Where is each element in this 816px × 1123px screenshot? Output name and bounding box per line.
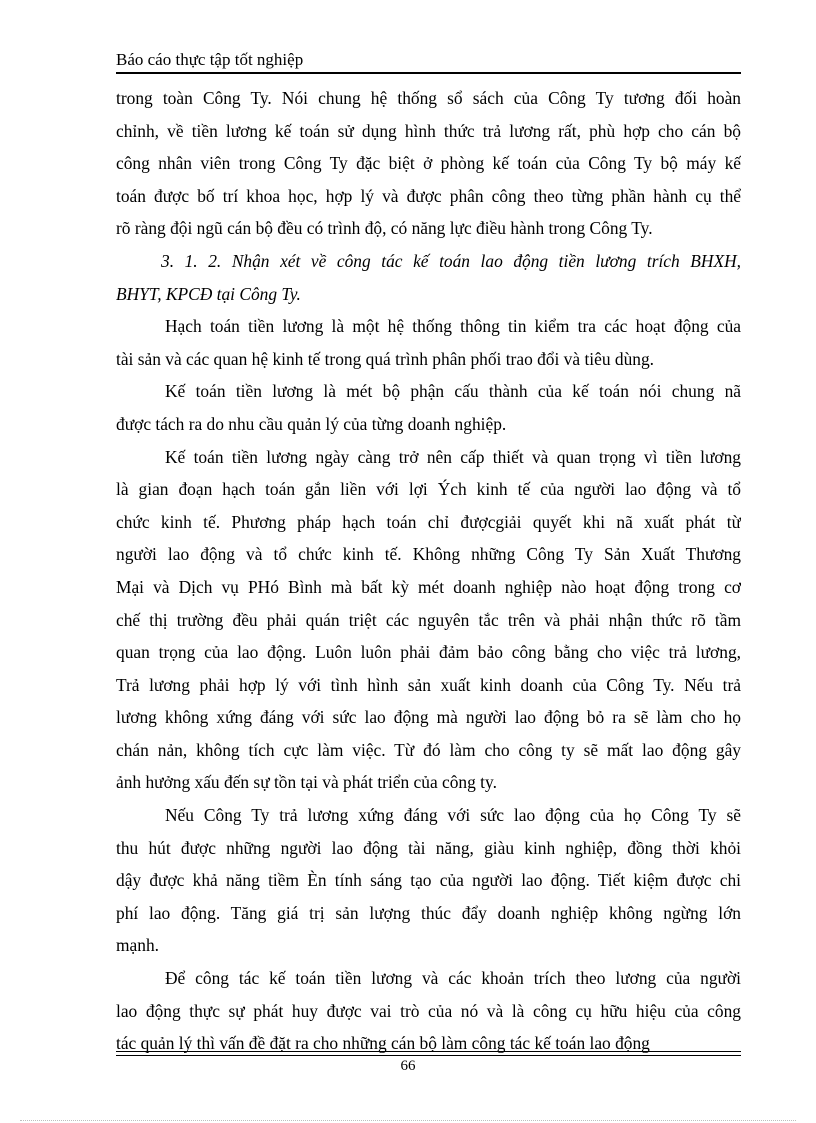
text-line: công nhân viên trong Công Ty đặc biệt ở phòng kế toán của Công Ty bộ máy kế <box>116 153 741 174</box>
text-line: quan trọng của lao động. Luôn luôn phải đảm bảo công bằng cho việc trả lương, <box>116 642 741 663</box>
section-heading-line: 3. 1. 2. Nhận xét về công tác kế toán lao động tiền lương trích BHXH, <box>161 250 741 271</box>
text-line: tác quản lý thì vấn đề đặt ra cho những cán bộ làm công tác kế toán lao động <box>116 1033 650 1054</box>
text-line: tài sản và các quan hệ kinh tế trong quá trình phân phối trao đổi và tiêu dùng. <box>116 348 654 369</box>
text-line: mạnh. <box>116 935 159 956</box>
text-line: phí lao động. Tăng giá trị sản lượng thúc đẩy doanh nghiệp không ngừng lớn <box>116 902 741 923</box>
header-title: Báo cáo thực tập tốt nghiệp <box>116 50 304 69</box>
text-line: là gian đoạn hạch toán gắn liền với lợi Ých kinh tế của người lao động và tổ <box>116 479 741 500</box>
text-line: chỉnh, về tiền lương kế toán sử dụng hình thức trả lương rất, phù hợp cho cán bộ <box>116 120 741 141</box>
text-line: chán nản, không tích cực làm việc. Từ đó làm cho công ty sẽ mất lao động gây <box>116 739 741 760</box>
footer-rule <box>116 1051 741 1052</box>
page-number: 66 <box>400 1058 416 1074</box>
text-line: chế thị trường đều phải quán triệt các nguyên tắc trên và phải nhận thức rõ tầm <box>116 609 741 630</box>
page-edge-divider <box>20 1120 796 1121</box>
page-header <box>116 48 741 74</box>
text-line: Kế toán tiền lương là mét bộ phận cấu thành của kế toán nói chung nã <box>165 381 741 402</box>
text-line: thu hút được những người lao động tài năng, giàu kinh nghiệp, đồng thời khỏi <box>116 837 741 858</box>
footer-rule <box>116 1055 741 1056</box>
text-line: dậy được khả năng tiềm Èn tính sáng tạo của người lao động. Tiết kiệm được chi <box>116 870 741 891</box>
text-line: Nếu Công Ty trả lương xứng đáng với sức lao động của họ Công Ty sẽ <box>165 805 741 826</box>
text-line: Hạch toán tiền lương là một hệ thống thông tin kiểm tra các hoạt động của <box>165 316 741 337</box>
text-line: Để công tác kế toán tiền lương và các khoản trích theo lương của người <box>165 968 741 989</box>
text-line: lao động thực sự phát huy được vai trò của nó và là công cụ hữu hiệu của công <box>116 1000 741 1021</box>
body-text <box>116 82 741 1060</box>
text-line: rõ ràng đội ngũ cán bộ đều có trình độ, có năng lực điều hành trong Công Ty. <box>116 218 653 239</box>
text-line: Trả lương phải hợp lý với tình hình sản xuất kinh doanh của Công Ty. Nếu trả <box>116 674 741 695</box>
text-line: Kế toán tiền lương ngày càng trở nên cấp thiết và quan trọng vì tiền lương <box>165 446 741 467</box>
text-line: Mại và Dịch vụ PHó Bình mà bất kỳ mét doanh nghiệp nào hoạt động trong cơ <box>116 576 741 597</box>
text-line: người lao động và tổ chức kinh tế. Không những Công Ty Sản Xuất Thương <box>116 544 741 565</box>
text-line: chức kinh tế. Phương pháp hạch toán chỉ đượcgiải quyết khi nã xuất phát từ <box>116 511 741 532</box>
text-line: được tách ra do nhu cầu quản lý của từng doanh nghiệp. <box>116 413 507 434</box>
text-line: trong toàn Công Ty. Nói chung hệ thống sổ sách của Công Ty tương đối hoàn <box>116 88 741 108</box>
text-line: ảnh hưởng xấu đến sự tồn tại và phát triển của công ty. <box>116 772 497 793</box>
section-heading-line: BHYT, KPCĐ tại Công Ty. <box>116 283 301 304</box>
text-line: toán được bố trí khoa học, hợp lý và được phân công theo từng phần hành cụ thể <box>116 185 741 206</box>
text-line: lương không xứng đáng với sức lao động mà người lao động bỏ ra sẽ làm cho họ <box>116 707 741 728</box>
